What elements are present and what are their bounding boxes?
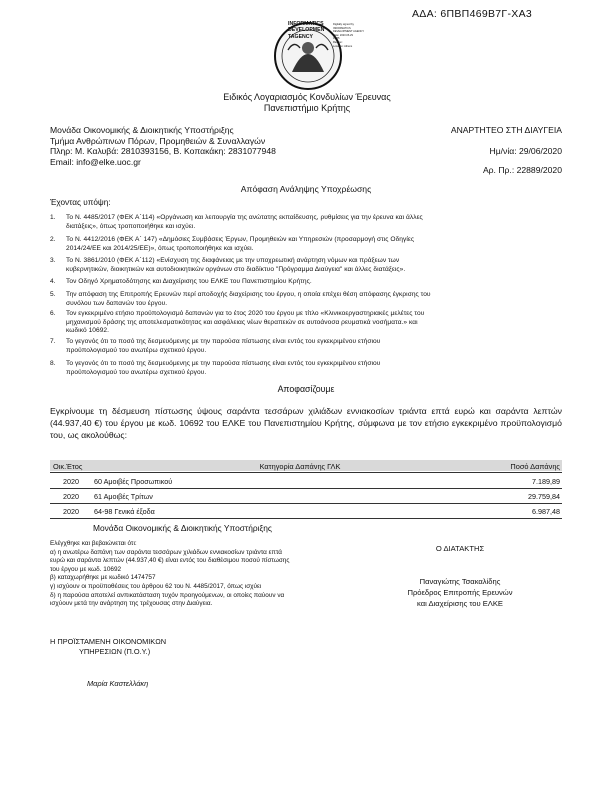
signature-details: Digitally signed by INFORMATICS DEVELOPMENT AGENCY Date: 2020.06.29 16:55 Reason: Location: Athens	[333, 23, 365, 48]
signature-stamp-text: INFORMATICS DEVELOPMEN TAGENCY	[288, 21, 325, 40]
intro-text: Έχοντας υπόψη:	[50, 198, 111, 207]
column-year: Οικ.Έτος	[53, 461, 83, 471]
unit-name-bottom: Μονάδα Οικονομικής & Διοικητικής Υποστήριξης	[93, 523, 272, 533]
table-header	[50, 460, 562, 471]
finance-head-name: Μαρία Καστελλάκη	[87, 679, 149, 688]
document-title: Απόφαση Ανάληψης Υποχρέωσης	[240, 184, 372, 194]
signer-role: Ο ΔΙΑΤΑΚΤΗΣ	[435, 544, 485, 553]
table-row: 2020 61 Αμοιβές Τρίτων 29.759,84	[63, 491, 560, 501]
contact-email: Email: info@elke.uoc.gr	[50, 157, 141, 167]
finance-head-subtitle: ΥΠΗΡΕΣΙΩΝ (Π.Ο.Υ.)	[79, 647, 151, 656]
signer-title: Πρόεδρος Επιτροπής Ερευνών	[407, 588, 513, 597]
decision-paragraph: Εγκρίνουμε τη δέσμευση πίστωσης ύψους σαράντα τεσσάρων χιλιάδων εννιακοσίων τριάντα επτά ευρώ και σαράντα λεπτών (44.937,40 €) του έργου με κωδ. 10692 του ΕΛΚΕ του Πανεπιστημίου Κρήτης, σύμφωνα με τον ετήσιο εγκεκριμένο προϋπολογισμό του, ως ακολούθως:	[50, 406, 562, 440]
protocol-number: Αρ. Πρ.: 22889/2020	[482, 165, 562, 175]
table-row: 2020 60 Αμοιβές Προσωπικού 7.189,89	[63, 476, 560, 486]
column-amount: Ποσό Δαπάνης	[510, 461, 560, 471]
signer-title-2: και Διαχείρισης του ΕΛΚΕ	[416, 599, 503, 608]
institution-name: Ειδικός Λογαριασμός Κονδυλίων Έρευνας	[223, 92, 391, 102]
decision-heading: Αποφασίζουμε	[277, 384, 335, 394]
unit-name: Μονάδα Οικονομικής & Διοικητικής Υποστήριξης	[50, 125, 234, 135]
signer-name: Παναγιώτης Τσακαλίδης	[419, 577, 501, 586]
university-name: Πανεπιστήμιο Κρήτης	[263, 103, 351, 113]
finance-head-title: Η ΠΡΟΪΣΤΑΜΕΝΗ ΟΙΚΟΝΟΜΙΚΩΝ	[50, 637, 167, 646]
document-date: Ημ/νία: 29/06/2020	[489, 146, 562, 156]
ada-number: ΑΔΑ: 6ΠΒΠ469Β7Γ-ΧΑ3	[412, 8, 533, 20]
table-row: 2020 64-98 Γενικά έξοδα 6.987,48	[63, 506, 560, 516]
posting-notice: ΑΝΑΡΤΗΤΕΟ ΣΤΗ ΔΙΑΥΓΕΙΑ	[450, 125, 562, 135]
column-category: Κατηγορία Δαπάνης ΓΛΚ	[259, 461, 341, 471]
department-name: Τμήμα Ανθρώπινων Πόρων, Προμηθειών & Συναλλαγών	[50, 136, 266, 146]
verification-text: Ελέγχθηκε και βεβαιώνεται ότι: α) η ανωτέρω δαπάνη των σαράντα τεσσάρων χιλιάδων εννιακοσίων τριάντα επτά ευρώ και σαράντα λεπτών (44.937,40 €) είναι εντός του διαθέσιμου ποσού πίστωσης του έργου με κωδ. 10692 β) καταχωρήθηκε με κωδικό 1474757 γ) ισχύουν οι προϋποθέσεις του άρθρου 62 του Ν. 4485/2017, όπως ισχύει δ) η παρούσα αποτελεί ανπικατάσταση τυχόν προηγούμενων, οι οποίες παύουν να ισχύουν μετά την ανάρτηση της τρέχουσας στην Διαύγεια.	[50, 540, 290, 608]
contact-info: Πληρ: Μ. Καλυβά: 2810393156, Β. Κοπακάκη: 2831077948	[50, 146, 276, 156]
